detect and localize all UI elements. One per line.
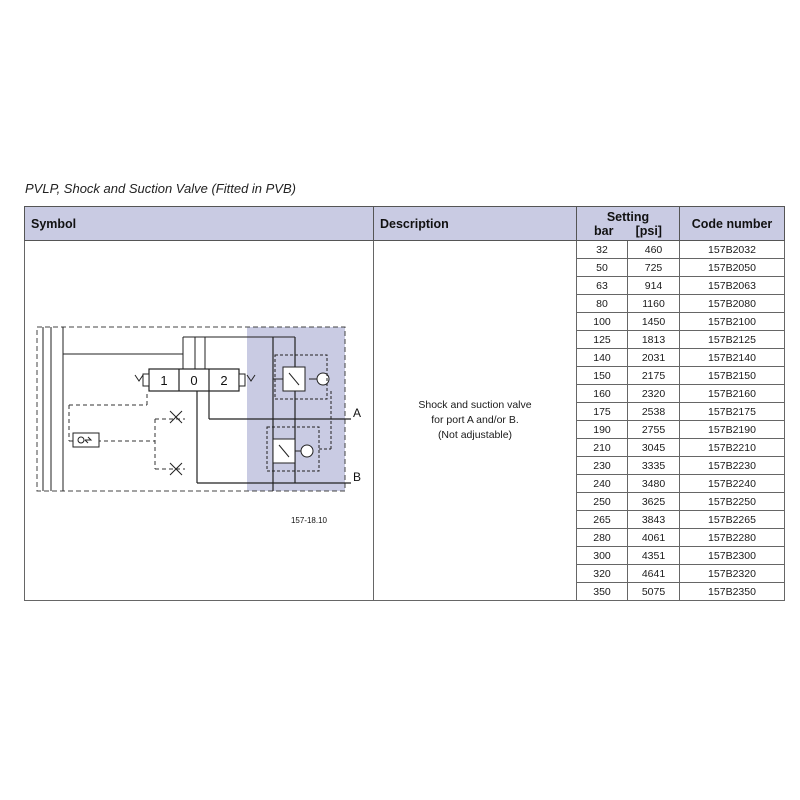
code-cell: 157B2190 <box>680 421 785 439</box>
description-cell <box>374 241 577 601</box>
check-valve-symbols <box>73 411 182 475</box>
table-header-row <box>25 207 785 241</box>
psi-cell: 3480 <box>628 475 680 493</box>
code-number-header: Code number <box>680 207 785 241</box>
psi-cell: 914 <box>628 277 680 295</box>
psi-unit-label: [psi] <box>635 223 662 238</box>
bar-cell: 32 <box>577 241 628 259</box>
code-cell: 157B2210 <box>680 439 785 457</box>
psi-cell: 4351 <box>628 547 680 565</box>
psi-cell: 1160 <box>628 295 680 313</box>
psi-cell: 4061 <box>628 529 680 547</box>
bar-cell: 210 <box>577 439 628 457</box>
psi-cell: 2031 <box>628 349 680 367</box>
code-cell: 157B2350 <box>680 583 785 601</box>
bar-cell: 100 <box>577 313 628 331</box>
bar-cell: 125 <box>577 331 628 349</box>
valve-spec-table <box>24 206 785 601</box>
table-body <box>25 241 785 601</box>
psi-cell: 3045 <box>628 439 680 457</box>
psi-cell: 2175 <box>628 367 680 385</box>
bar-unit-label: bar <box>594 223 614 238</box>
psi-cell: 2320 <box>628 385 680 403</box>
code-cell: 157B2063 <box>680 277 785 295</box>
pvlp-highlight-region <box>247 327 345 491</box>
description-header: Description <box>374 207 577 241</box>
spool-position-2-label: 2 <box>220 373 228 388</box>
psi-cell: 1813 <box>628 331 680 349</box>
spool-position-1-label: 1 <box>160 373 168 388</box>
psi-cell: 2755 <box>628 421 680 439</box>
code-cell: 157B2150 <box>680 367 785 385</box>
symbol-header: Symbol <box>25 207 374 241</box>
psi-cell: 4641 <box>628 565 680 583</box>
code-cell: 157B2280 <box>680 529 785 547</box>
bar-cell: 80 <box>577 295 628 313</box>
code-cell: 157B2240 <box>680 475 785 493</box>
bar-cell: 320 <box>577 565 628 583</box>
code-cell: 157B2300 <box>680 547 785 565</box>
bar-cell: 250 <box>577 493 628 511</box>
code-cell: 157B2140 <box>680 349 785 367</box>
bar-cell: 50 <box>577 259 628 277</box>
code-cell: 157B2080 <box>680 295 785 313</box>
bar-cell: 63 <box>577 277 628 295</box>
code-cell: 157B2250 <box>680 493 785 511</box>
psi-cell: 3335 <box>628 457 680 475</box>
setting-header <box>577 207 680 241</box>
code-cell: 157B2125 <box>680 331 785 349</box>
code-cell: 157B2050 <box>680 259 785 277</box>
code-cell: 157B2032 <box>680 241 785 259</box>
setting-label: Setting <box>606 209 650 224</box>
table-row <box>25 241 785 259</box>
port-a-label: A <box>353 406 362 420</box>
psi-cell: 460 <box>628 241 680 259</box>
psi-cell: 725 <box>628 259 680 277</box>
bar-cell: 150 <box>577 367 628 385</box>
bar-cell: 240 <box>577 475 628 493</box>
bar-cell: 230 <box>577 457 628 475</box>
bar-cell: 160 <box>577 385 628 403</box>
code-cell: 157B2320 <box>680 565 785 583</box>
code-cell: 157B2230 <box>680 457 785 475</box>
schematic-drawing <box>25 241 374 598</box>
bar-cell: 280 <box>577 529 628 547</box>
drawing-number-label: 157-18.10 <box>290 516 327 525</box>
bar-cell: 140 <box>577 349 628 367</box>
bar-cell: 300 <box>577 547 628 565</box>
psi-cell: 3625 <box>628 493 680 511</box>
bar-cell: 350 <box>577 583 628 601</box>
psi-cell: 5075 <box>628 583 680 601</box>
psi-cell: 2538 <box>628 403 680 421</box>
description-text: Shock and suction valve for port A and/or B. (Not adjustable) <box>418 399 532 441</box>
bar-cell: 265 <box>577 511 628 529</box>
hydraulic-schematic <box>25 241 374 598</box>
spool-position-0-label: 0 <box>190 373 198 388</box>
port-b-label: B <box>353 470 362 484</box>
code-cell: 157B2160 <box>680 385 785 403</box>
code-cell: 157B2100 <box>680 313 785 331</box>
code-cell: 157B2265 <box>680 511 785 529</box>
bar-cell: 175 <box>577 403 628 421</box>
bar-cell: 190 <box>577 421 628 439</box>
psi-cell: 3843 <box>628 511 680 529</box>
document-title: PVLP, Shock and Suction Valve (Fitted in PVB) <box>25 181 296 196</box>
psi-cell: 1450 <box>628 313 680 331</box>
spool-block <box>135 369 255 391</box>
symbol-cell <box>25 241 374 601</box>
code-cell: 157B2175 <box>680 403 785 421</box>
